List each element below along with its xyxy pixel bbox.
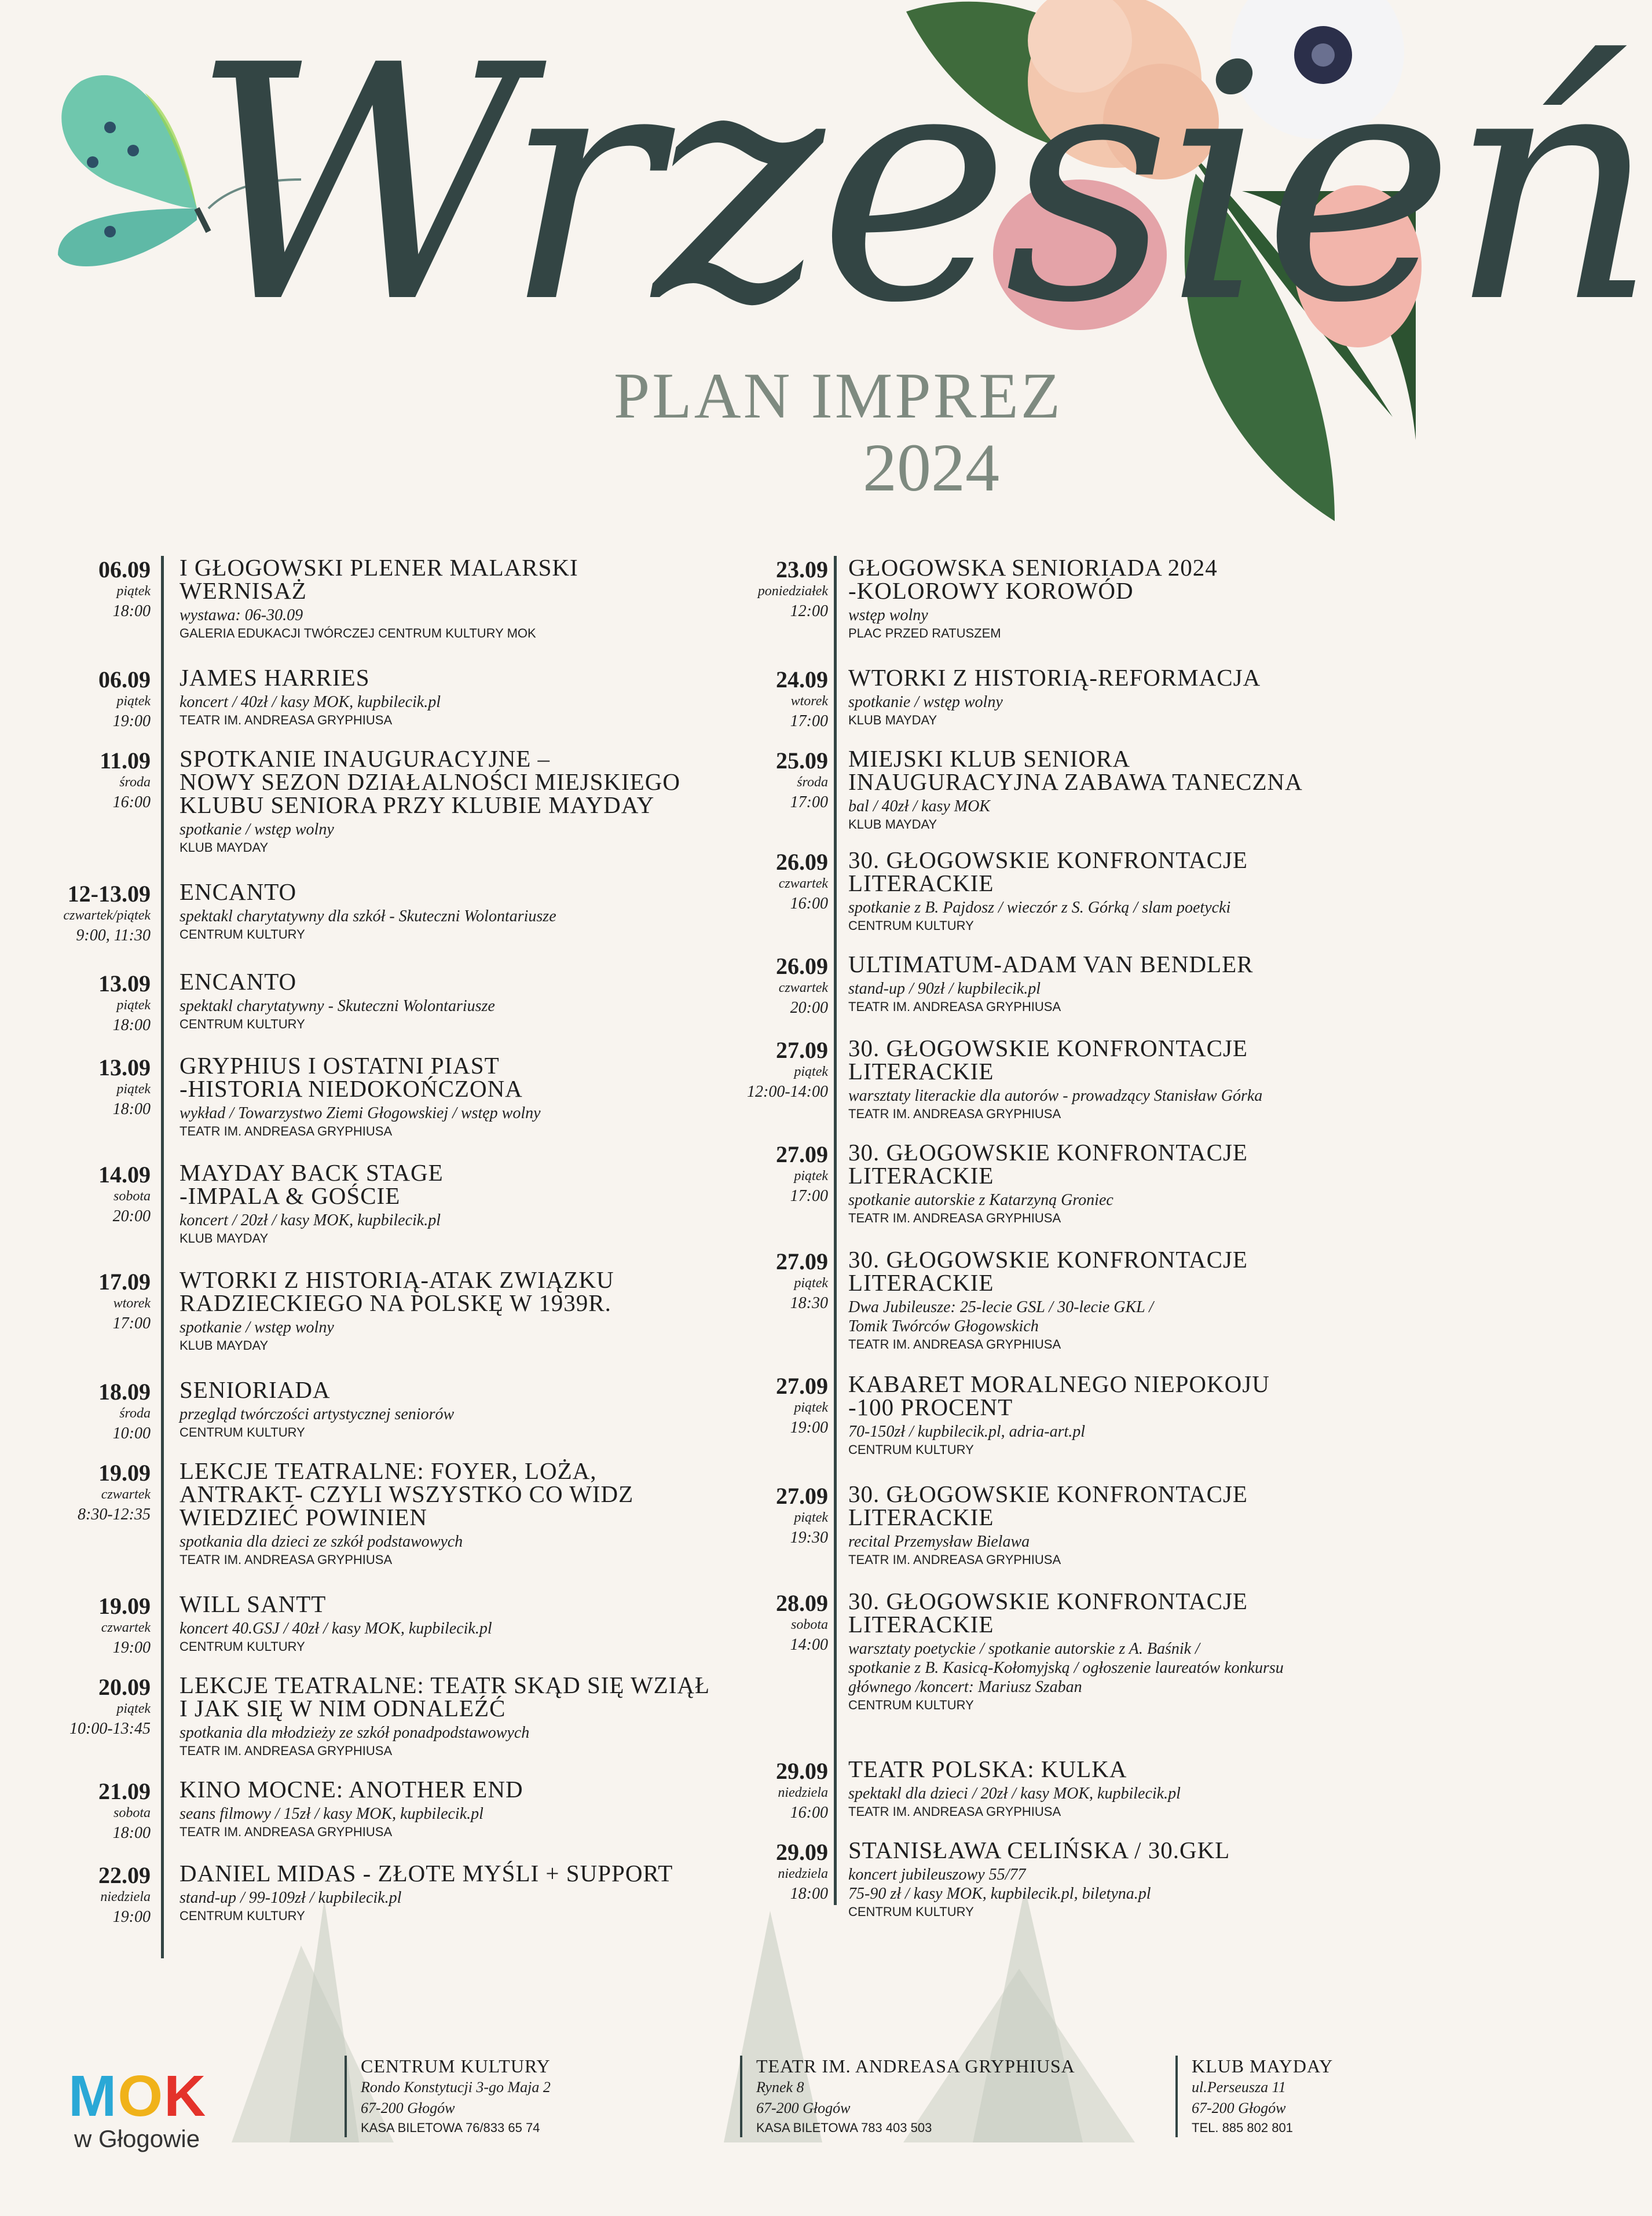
event-day: środa bbox=[119, 1406, 151, 1421]
venue-city: 67-200 Głogów bbox=[756, 2100, 851, 2116]
venue-name: KLUB MAYDAY bbox=[1192, 2056, 1334, 2076]
event-description: stand-up / 90zł / kupbilecik.pl bbox=[848, 980, 1041, 998]
event-date: 21.09 bbox=[98, 1778, 151, 1804]
event-date: 13.09 bbox=[98, 1054, 151, 1080]
event-venue: CENTRUM KULTURY bbox=[848, 1904, 974, 1919]
event-title: KINO MOCNE: ANOTHER END bbox=[180, 1776, 523, 1803]
event-venue: TEATR IM. ANDREASA GRYPHIUSA bbox=[848, 999, 1061, 1014]
event-body bbox=[180, 556, 735, 642]
event-date: 19.09 bbox=[98, 1460, 151, 1486]
event-title: ULTIMATUM-ADAM VAN BENDLER bbox=[848, 951, 1254, 977]
event-body bbox=[848, 747, 1410, 833]
event-title: 30. GŁOGOWSKIE KONFRONTACJE LITERACKIE bbox=[848, 1481, 1248, 1530]
event-title: WTORKI Z HISTORIĄ-REFORMACJA bbox=[848, 664, 1261, 691]
event-venue: TEATR IM. ANDREASA GRYPHIUSA bbox=[180, 1825, 393, 1839]
event-date: 27.09 bbox=[776, 1373, 828, 1399]
event-body bbox=[180, 747, 735, 856]
event-date: 27.09 bbox=[776, 1248, 828, 1274]
event-day: piątek bbox=[116, 694, 151, 709]
event-body bbox=[848, 1482, 1410, 1569]
event-time: 19:00 bbox=[112, 1908, 151, 1926]
event-date: 27.09 bbox=[776, 1037, 828, 1063]
event-venue: TEATR IM. ANDREASA GRYPHIUSA bbox=[180, 1552, 393, 1567]
event-title: GRYPHIUS I OSTATNI PIAST -HISTORIA NIEDOKOŃCZONA bbox=[180, 1052, 523, 1102]
event-venue: GALERIA EDUKACJI TWÓRCZEJ CENTRUM KULTURY MOK bbox=[180, 626, 536, 640]
event-day: czwartek bbox=[101, 1620, 151, 1635]
event-description: 70-150zł / kupbilecik.pl, adria-art.pl bbox=[848, 1423, 1086, 1441]
event-date: 28.09 bbox=[776, 1590, 828, 1616]
event-description: warsztaty poetyckie / spotkanie autorskie z A. Baśnik / spotkanie z B. Kasicą-Kołomyjską / ogłoszenie laureatów konkursu głównego /koncert: Mariusz Szaban bbox=[848, 1640, 1284, 1696]
event-venue: PLAC PRZED RATUSZEM bbox=[848, 626, 1001, 640]
event-date: 24.09 bbox=[776, 666, 828, 693]
page-subtitle: PLAN IMPREZ bbox=[614, 360, 1063, 432]
event-time: 17:00 bbox=[790, 1187, 828, 1205]
event-time: 20:00 bbox=[790, 999, 828, 1017]
venue-address: Rondo Konstytucji 3-go Maja 2 bbox=[361, 2079, 551, 2096]
event-day: czwartek bbox=[778, 980, 828, 995]
event-time: 16:00 bbox=[790, 1804, 828, 1822]
event-day: piątek bbox=[116, 998, 151, 1013]
event-day: poniedziałek bbox=[757, 584, 828, 599]
event-time: 19:30 bbox=[790, 1529, 828, 1547]
venue-phone: KASA BILETOWA 783 403 503 bbox=[756, 2120, 932, 2135]
venue-info-teatr bbox=[740, 2056, 1075, 2137]
event-time: 8:30-12:35 bbox=[78, 1506, 151, 1523]
event-venue: TEATR IM. ANDREASA GRYPHIUSA bbox=[180, 1744, 393, 1758]
event-time: 12:00 bbox=[790, 602, 828, 620]
event-venue: KLUB MAYDAY bbox=[180, 840, 269, 855]
event-day: niedziela bbox=[778, 1785, 828, 1800]
event-venue: TEATR IM. ANDREASA GRYPHIUSA bbox=[848, 1107, 1061, 1121]
event-time: 17:00 bbox=[790, 712, 828, 730]
event-description: spotkania dla dzieci ze szkół podstawowych bbox=[180, 1533, 463, 1551]
event-time: 20:00 bbox=[112, 1207, 151, 1225]
event-title: ENCANTO bbox=[180, 968, 297, 995]
event-description: spotkanie / wstęp wolny bbox=[180, 1318, 334, 1336]
event-description: spektakl charytatywny - Skuteczni Wolontariusze bbox=[180, 997, 495, 1015]
event-body bbox=[180, 1161, 735, 1247]
event-description: spotkania dla młodzieży ze szkół ponadpodstawowych bbox=[180, 1724, 530, 1742]
event-date: 12-13.09 bbox=[67, 881, 151, 907]
event-time: 18:30 bbox=[790, 1294, 828, 1312]
event-title: 30. GŁOGOWSKIE KONFRONTACJE LITERACKIE bbox=[848, 1139, 1248, 1189]
event-description: przegląd twórczości artystycznej seniorów bbox=[180, 1405, 455, 1423]
event-description: spektakl charytatywny dla szkół - Skuteczni Wolontariusze bbox=[180, 907, 556, 925]
event-description: koncert jubileuszowy 55/77 75-90 zł / kasy MOK, kupbilecik.pl, biletyna.pl bbox=[848, 1866, 1151, 1903]
event-time: 18:00 bbox=[790, 1885, 828, 1903]
event-description: spotkanie z B. Pajdosz / wieczór z S. Górką / slam poetycki bbox=[848, 899, 1231, 917]
event-venue: TEATR IM. ANDREASA GRYPHIUSA bbox=[180, 1124, 393, 1138]
event-title: STANISŁAWA CELIŃSKA / 30.GKL bbox=[848, 1837, 1230, 1863]
event-venue: TEATR IM. ANDREASA GRYPHIUSA bbox=[848, 1211, 1061, 1225]
event-day: piątek bbox=[794, 1276, 828, 1291]
event-title: I GŁOGOWSKI PLENER MALARSKI WERNISAŻ bbox=[180, 554, 578, 604]
event-title: DANIEL MIDAS - ZŁOTE MYŚLI + SUPPORT bbox=[180, 1860, 673, 1887]
event-time: 19:00 bbox=[790, 1419, 828, 1437]
event-venue: KLUB MAYDAY bbox=[180, 1338, 269, 1353]
event-venue: KLUB MAYDAY bbox=[180, 1231, 269, 1246]
event-description: recital Przemysław Bielawa bbox=[848, 1533, 1030, 1551]
event-date: 29.09 bbox=[776, 1758, 828, 1784]
event-time: 18:00 bbox=[112, 1016, 151, 1034]
logo-letter-k: K bbox=[164, 2064, 207, 2129]
venue-phone: KASA BILETOWA 76/833 65 74 bbox=[361, 2120, 540, 2135]
event-venue: CENTRUM KULTURY bbox=[848, 1442, 974, 1457]
logo-letter-m: M bbox=[68, 2064, 118, 2129]
event-time: 18:00 bbox=[112, 1100, 151, 1118]
event-day: czwartek/piątek bbox=[63, 908, 151, 923]
event-description: koncert / 40zł / kasy MOK, kupbilecik.pl bbox=[180, 693, 441, 711]
event-title: LEKCJE TEATRALNE: TEATR SKĄD SIĘ WZIĄŁ I JAK SIĘ W NIM ODNALEŹĆ bbox=[180, 1672, 710, 1721]
event-date: 14.09 bbox=[98, 1162, 151, 1188]
event-venue: CENTRUM KULTURY bbox=[180, 1909, 305, 1923]
event-venue: TEATR IM. ANDREASA GRYPHIUSA bbox=[848, 1804, 1061, 1819]
event-time: 18:00 bbox=[112, 602, 151, 620]
venue-city: 67-200 Głogów bbox=[361, 2100, 455, 2116]
event-title: SPOTKANIE INAUGURACYJNE – NOWY SEZON DZIAŁALNOŚCI MIEJSKIEGO KLUBU SENIORA PRZY KLUBIE MAYDAY bbox=[180, 745, 680, 818]
event-time: 16:00 bbox=[790, 895, 828, 913]
event-body bbox=[180, 1459, 735, 1569]
event-body bbox=[180, 1592, 735, 1655]
event-description: Dwa Jubileusze: 25-lecie GSL / 30-lecie GKL / Tomik Twórców Głogowskich bbox=[848, 1298, 1153, 1335]
event-body bbox=[180, 970, 735, 1033]
venue-name: CENTRUM KULTURY bbox=[361, 2056, 551, 2076]
event-day: piątek bbox=[794, 1064, 828, 1079]
event-date: 06.09 bbox=[98, 556, 151, 583]
event-time: 9:00, 11:30 bbox=[76, 926, 151, 944]
event-body bbox=[848, 848, 1410, 935]
event-time: 10:00 bbox=[112, 1424, 151, 1442]
event-venue: TEATR IM. ANDREASA GRYPHIUSA bbox=[180, 713, 393, 727]
event-description: spotkanie autorskie z Katarzyną Groniec bbox=[848, 1191, 1113, 1209]
event-body bbox=[180, 1673, 735, 1760]
event-date: 27.09 bbox=[776, 1141, 828, 1167]
event-time: 19:00 bbox=[112, 712, 151, 730]
event-day: wtorek bbox=[790, 694, 828, 709]
event-body bbox=[848, 1248, 1410, 1353]
venue-info-centrum bbox=[345, 2056, 551, 2137]
event-body bbox=[180, 880, 735, 943]
event-date: 17.09 bbox=[98, 1269, 151, 1295]
event-title: WTORKI Z HISTORIĄ-ATAK ZWIĄZKU RADZIECKIEGO NA POLSKĘ W 1939R. bbox=[180, 1266, 614, 1316]
event-title: 30. GŁOGOWSKIE KONFRONTACJE LITERACKIE bbox=[848, 1246, 1248, 1296]
venue-address: Rynek 8 bbox=[756, 2079, 804, 2096]
event-venue: CENTRUM KULTURY bbox=[848, 1698, 974, 1712]
event-body bbox=[180, 666, 735, 729]
column-divider bbox=[161, 556, 164, 1958]
event-title: WILL SANTT bbox=[180, 1591, 327, 1617]
event-title: MAYDAY BACK STAGE -IMPALA & GOŚCIE bbox=[180, 1159, 444, 1209]
event-venue: TEATR IM. ANDREASA GRYPHIUSA bbox=[848, 1552, 1061, 1567]
event-time: 14:00 bbox=[790, 1636, 828, 1654]
event-day: piątek bbox=[794, 1400, 828, 1415]
event-title: LEKCJE TEATRALNE: FOYER, LOŻA, ANTRAKT- CZYLI WSZYSTKO CO WIDZ WIEDZIEĆ POWINIEN bbox=[180, 1457, 634, 1530]
event-day: piątek bbox=[116, 584, 151, 599]
event-day: piątek bbox=[116, 1082, 151, 1097]
event-description: koncert 40.GSJ / 40zł / kasy MOK, kupbilecik.pl bbox=[180, 1620, 492, 1638]
event-day: sobota bbox=[113, 1189, 151, 1204]
venue-phone: TEL. 885 802 801 bbox=[1192, 2120, 1293, 2135]
event-date: 29.09 bbox=[776, 1839, 828, 1865]
page-year: 2024 bbox=[863, 430, 999, 506]
event-body bbox=[848, 953, 1410, 1016]
event-date: 20.09 bbox=[98, 1674, 151, 1700]
event-body bbox=[848, 1372, 1410, 1459]
event-day: środa bbox=[797, 775, 828, 790]
event-body bbox=[848, 666, 1410, 729]
event-day: niedziela bbox=[100, 1889, 151, 1904]
event-day: sobota bbox=[113, 1805, 151, 1821]
event-date: 25.09 bbox=[776, 748, 828, 774]
event-description: wykład / Towarzystwo Ziemi Głogowskiej / wstęp wolny bbox=[180, 1104, 541, 1122]
event-description: warsztaty literackie dla autorów - prowadzący Stanisław Górka bbox=[848, 1087, 1263, 1105]
event-date: 22.09 bbox=[98, 1862, 151, 1888]
event-venue: TEATR IM. ANDREASA GRYPHIUSA bbox=[848, 1337, 1061, 1351]
event-body bbox=[180, 1268, 735, 1354]
event-description: spotkanie / wstęp wolny bbox=[180, 821, 334, 838]
event-body bbox=[180, 1778, 735, 1841]
event-title: 30. GŁOGOWSKIE KONFRONTACJE LITERACKIE bbox=[848, 1035, 1248, 1085]
event-day: czwartek bbox=[778, 876, 828, 891]
event-day: sobota bbox=[790, 1617, 828, 1632]
event-body bbox=[848, 1757, 1410, 1821]
event-date: 26.09 bbox=[776, 849, 828, 875]
event-body bbox=[848, 556, 1410, 642]
event-description: koncert / 20zł / kasy MOK, kupbilecik.pl bbox=[180, 1211, 441, 1229]
event-time: 12:00-14:00 bbox=[747, 1083, 828, 1101]
event-description: stand-up / 99-109zł / kupbilecik.pl bbox=[180, 1889, 402, 1907]
event-date: 23.09 bbox=[776, 556, 828, 583]
event-body bbox=[180, 1054, 735, 1140]
event-venue: CENTRUM KULTURY bbox=[848, 918, 974, 933]
event-day: piątek bbox=[116, 1701, 151, 1716]
event-title: MIEJSKI KLUB SENIORA INAUGURACYJNA ZABAWA TANECZNA bbox=[848, 745, 1303, 795]
event-title: KABARET MORALNEGO NIEPOKOJU -100 PROCENT bbox=[848, 1371, 1270, 1420]
event-body bbox=[180, 1378, 735, 1441]
event-time: 17:00 bbox=[112, 1314, 151, 1332]
event-venue: CENTRUM KULTURY bbox=[180, 927, 305, 942]
event-date: 06.09 bbox=[98, 666, 151, 693]
event-title: TEATR POLSKA: KULKA bbox=[848, 1756, 1127, 1782]
event-description: spotkanie / wstęp wolny bbox=[848, 693, 1003, 711]
event-time: 10:00-13:45 bbox=[69, 1720, 151, 1738]
event-body bbox=[848, 1036, 1410, 1123]
logo-letter-o: O bbox=[118, 2064, 164, 2129]
event-venue: CENTRUM KULTURY bbox=[180, 1425, 305, 1440]
venue-name: TEATR IM. ANDREASA GRYPHIUSA bbox=[756, 2056, 1075, 2076]
event-date: 27.09 bbox=[776, 1483, 828, 1509]
event-title: ENCANTO bbox=[180, 878, 297, 905]
event-body bbox=[848, 1838, 1410, 1921]
event-time: 18:00 bbox=[112, 1824, 151, 1842]
event-day: czwartek bbox=[101, 1487, 151, 1502]
event-time: 19:00 bbox=[112, 1639, 151, 1657]
page-title: Wrzesień bbox=[191, 0, 1652, 374]
logo-subtitle: w Głogowie bbox=[74, 2125, 200, 2152]
event-description: seans filmowy / 15zł / kasy MOK, kupbilecik.pl bbox=[180, 1805, 483, 1823]
event-day: środa bbox=[119, 775, 151, 790]
venue-address: ul.Perseusza 11 bbox=[1192, 2079, 1286, 2096]
event-title: GŁOGOWSKA SENIORIADA 2024 -KOLOROWY KOROWÓD bbox=[848, 554, 1218, 604]
event-description: wstęp wolny bbox=[848, 606, 928, 624]
event-description: spektakl dla dzieci / 20zł / kasy MOK, kupbilecik.pl bbox=[848, 1785, 1181, 1803]
event-date: 18.09 bbox=[98, 1379, 151, 1405]
event-title: 30. GŁOGOWSKIE KONFRONTACJE LITERACKIE bbox=[848, 847, 1248, 896]
column-divider bbox=[834, 556, 837, 1905]
mok-logo bbox=[68, 2064, 207, 2153]
event-date: 26.09 bbox=[776, 953, 828, 979]
event-date: 13.09 bbox=[98, 970, 151, 997]
event-day: wtorek bbox=[113, 1296, 151, 1311]
event-venue: CENTRUM KULTURY bbox=[180, 1639, 305, 1654]
venue-info-mayday bbox=[1175, 2056, 1333, 2137]
event-time: 17:00 bbox=[790, 793, 828, 811]
event-venue: KLUB MAYDAY bbox=[848, 713, 937, 727]
event-body bbox=[848, 1141, 1410, 1227]
event-description: bal / 40zł / kasy MOK bbox=[848, 797, 990, 815]
event-day: piątek bbox=[794, 1169, 828, 1184]
event-venue: KLUB MAYDAY bbox=[848, 817, 937, 832]
event-title: SENIORIADA bbox=[180, 1376, 331, 1403]
event-date: 19.09 bbox=[98, 1593, 151, 1619]
event-title: JAMES HARRIES bbox=[180, 664, 370, 691]
event-body bbox=[848, 1589, 1410, 1714]
event-day: niedziela bbox=[778, 1866, 828, 1881]
event-date: 11.09 bbox=[100, 748, 151, 774]
event-title: 30. GŁOGOWSKIE KONFRONTACJE LITERACKIE bbox=[848, 1588, 1248, 1638]
venue-city: 67-200 Głogów bbox=[1192, 2100, 1286, 2116]
event-day: piątek bbox=[794, 1510, 828, 1525]
event-body bbox=[180, 1862, 735, 1925]
event-description: wystawa: 06-30.09 bbox=[180, 606, 303, 624]
event-venue: CENTRUM KULTURY bbox=[180, 1017, 305, 1031]
event-time: 16:00 bbox=[112, 793, 151, 811]
